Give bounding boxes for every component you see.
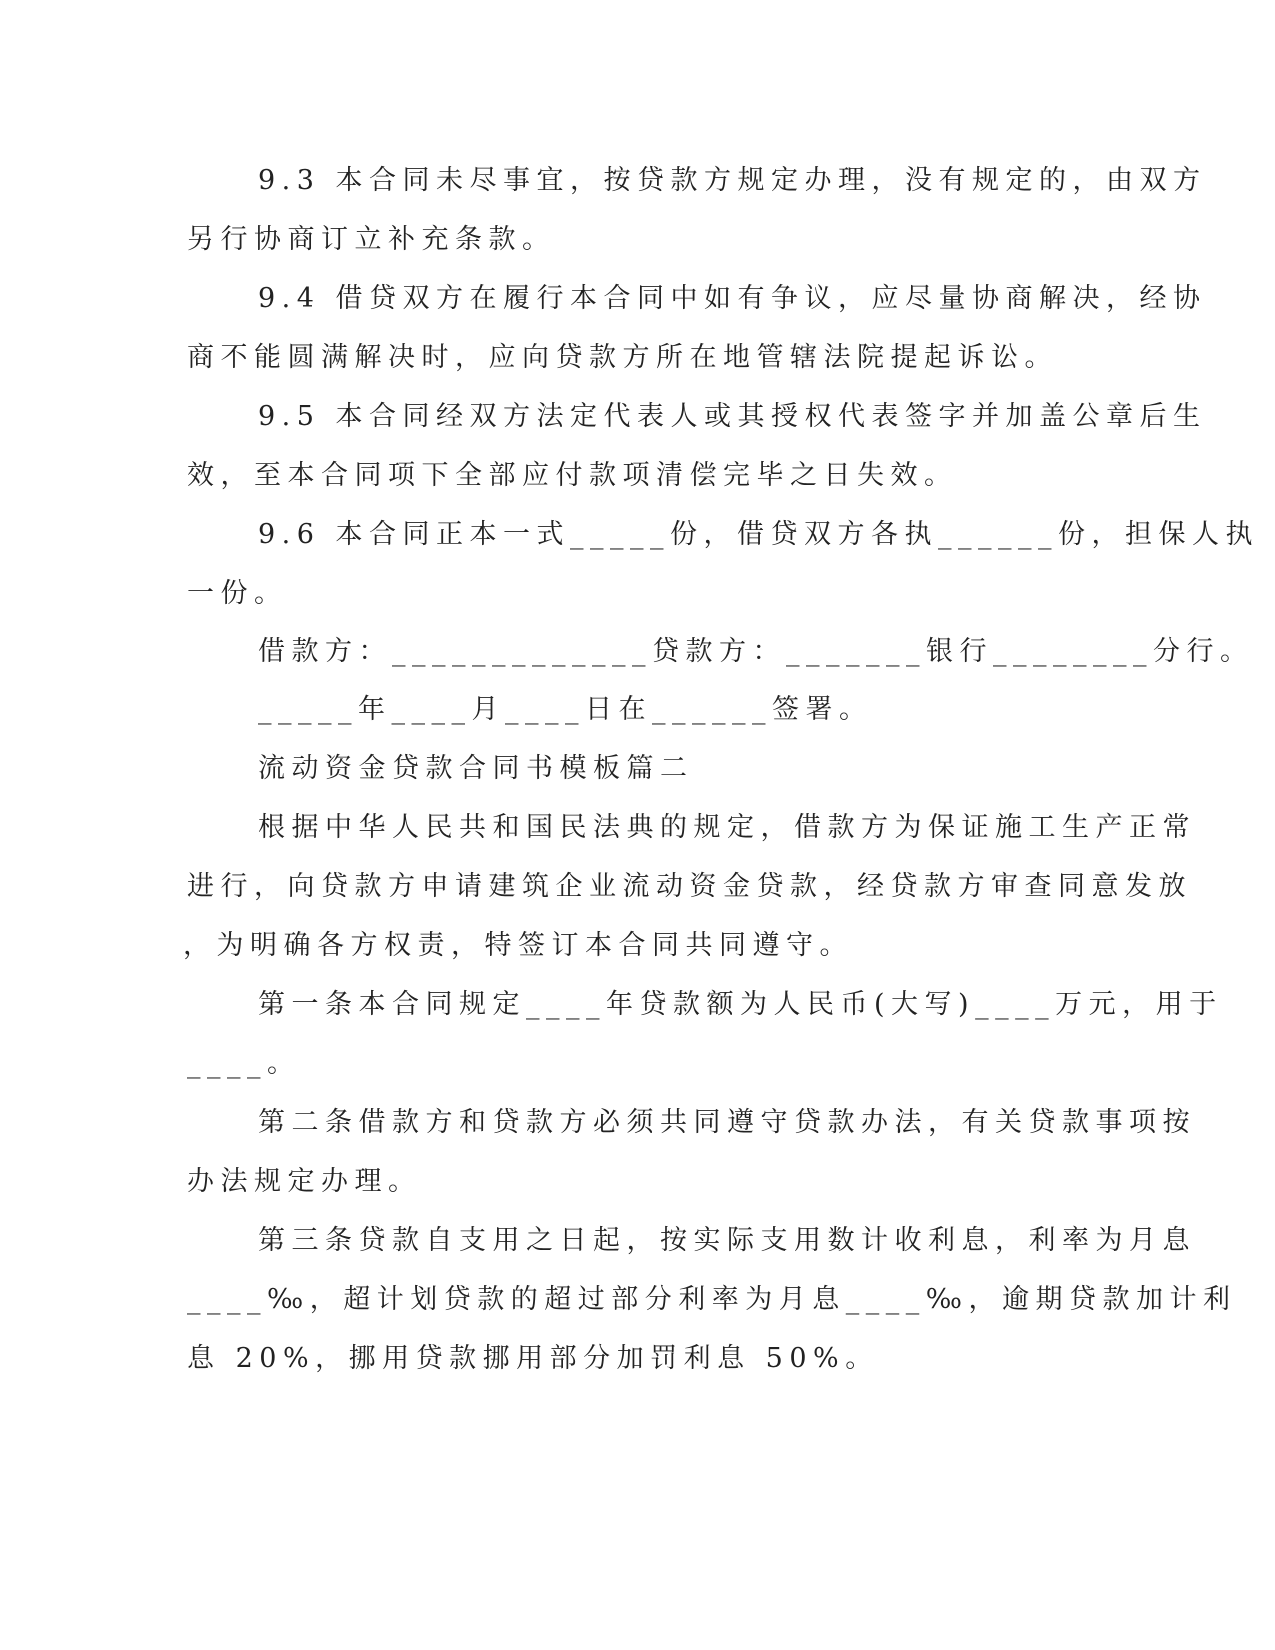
clause-9-4-line-2: 商不能圆满解决时，应向贷款方所在地管辖法院提起诉讼。 (187, 342, 1058, 373)
clause-9-5-line-1: 9.5 本合同经双方法定代表人或其授权代表签字并加盖公章后生 (258, 401, 1207, 432)
preamble-line-2: 进行，向贷款方申请建筑企业流动资金贷款，经贷款方审查同意发放 (187, 871, 1192, 902)
article-1-line-2: ____。 (187, 1048, 301, 1079)
clause-9-3-line-2: 另行协商订立补充条款。 (187, 224, 556, 255)
article-3-line-1: 第三条贷款自支用之日起，按实际支用数计收利息，利率为月息 (258, 1225, 1196, 1256)
signature-parties-line: 借款方：_____________贷款方：_______银行________分行。 (258, 636, 1254, 667)
preamble-line-1: 根据中华人民共和国民法典的规定，借款方为保证施工生产正常 (258, 812, 1196, 843)
preamble-line-3: ，为明确各方权责，特签订本合同共同遵守。 (183, 930, 853, 961)
article-2-line-2: 办法规定办理。 (187, 1166, 422, 1197)
clause-9-6-line-2: 一份。 (187, 578, 288, 609)
clause-9-4-line-1: 9.4 借贷双方在履行本合同中如有争议，应尽量协商解决，经协 (258, 283, 1207, 314)
clause-9-3-line-1: 9.3 本合同未尽事宜，按贷款方规定办理，没有规定的，由双方 (258, 165, 1207, 196)
signature-date-line: _____年____月____日在______签署。 (258, 694, 873, 725)
article-1-line-1: 第一条本合同规定____年贷款额为人民币(大写)____万元，用于 (258, 989, 1223, 1020)
article-3-line-2: ____‰，超计划贷款的超过部分利率为月息____‰，逾期贷款加计利 (187, 1284, 1237, 1315)
article-2-line-1: 第二条借款方和贷款方必须共同遵守贷款办法，有关贷款事项按 (258, 1107, 1196, 1138)
clause-9-5-line-2: 效，至本合同项下全部应付款项清偿完毕之日失效。 (187, 460, 958, 491)
article-3-line-3: 息 20%，挪用贷款挪用部分加罚利息 50%。 (187, 1343, 879, 1374)
section-heading: 流动资金贷款合同书模板篇二 (258, 753, 694, 784)
clause-9-6-line-1: 9.6 本合同正本一式_____份，借贷双方各执______份，担保人执 (258, 519, 1260, 550)
